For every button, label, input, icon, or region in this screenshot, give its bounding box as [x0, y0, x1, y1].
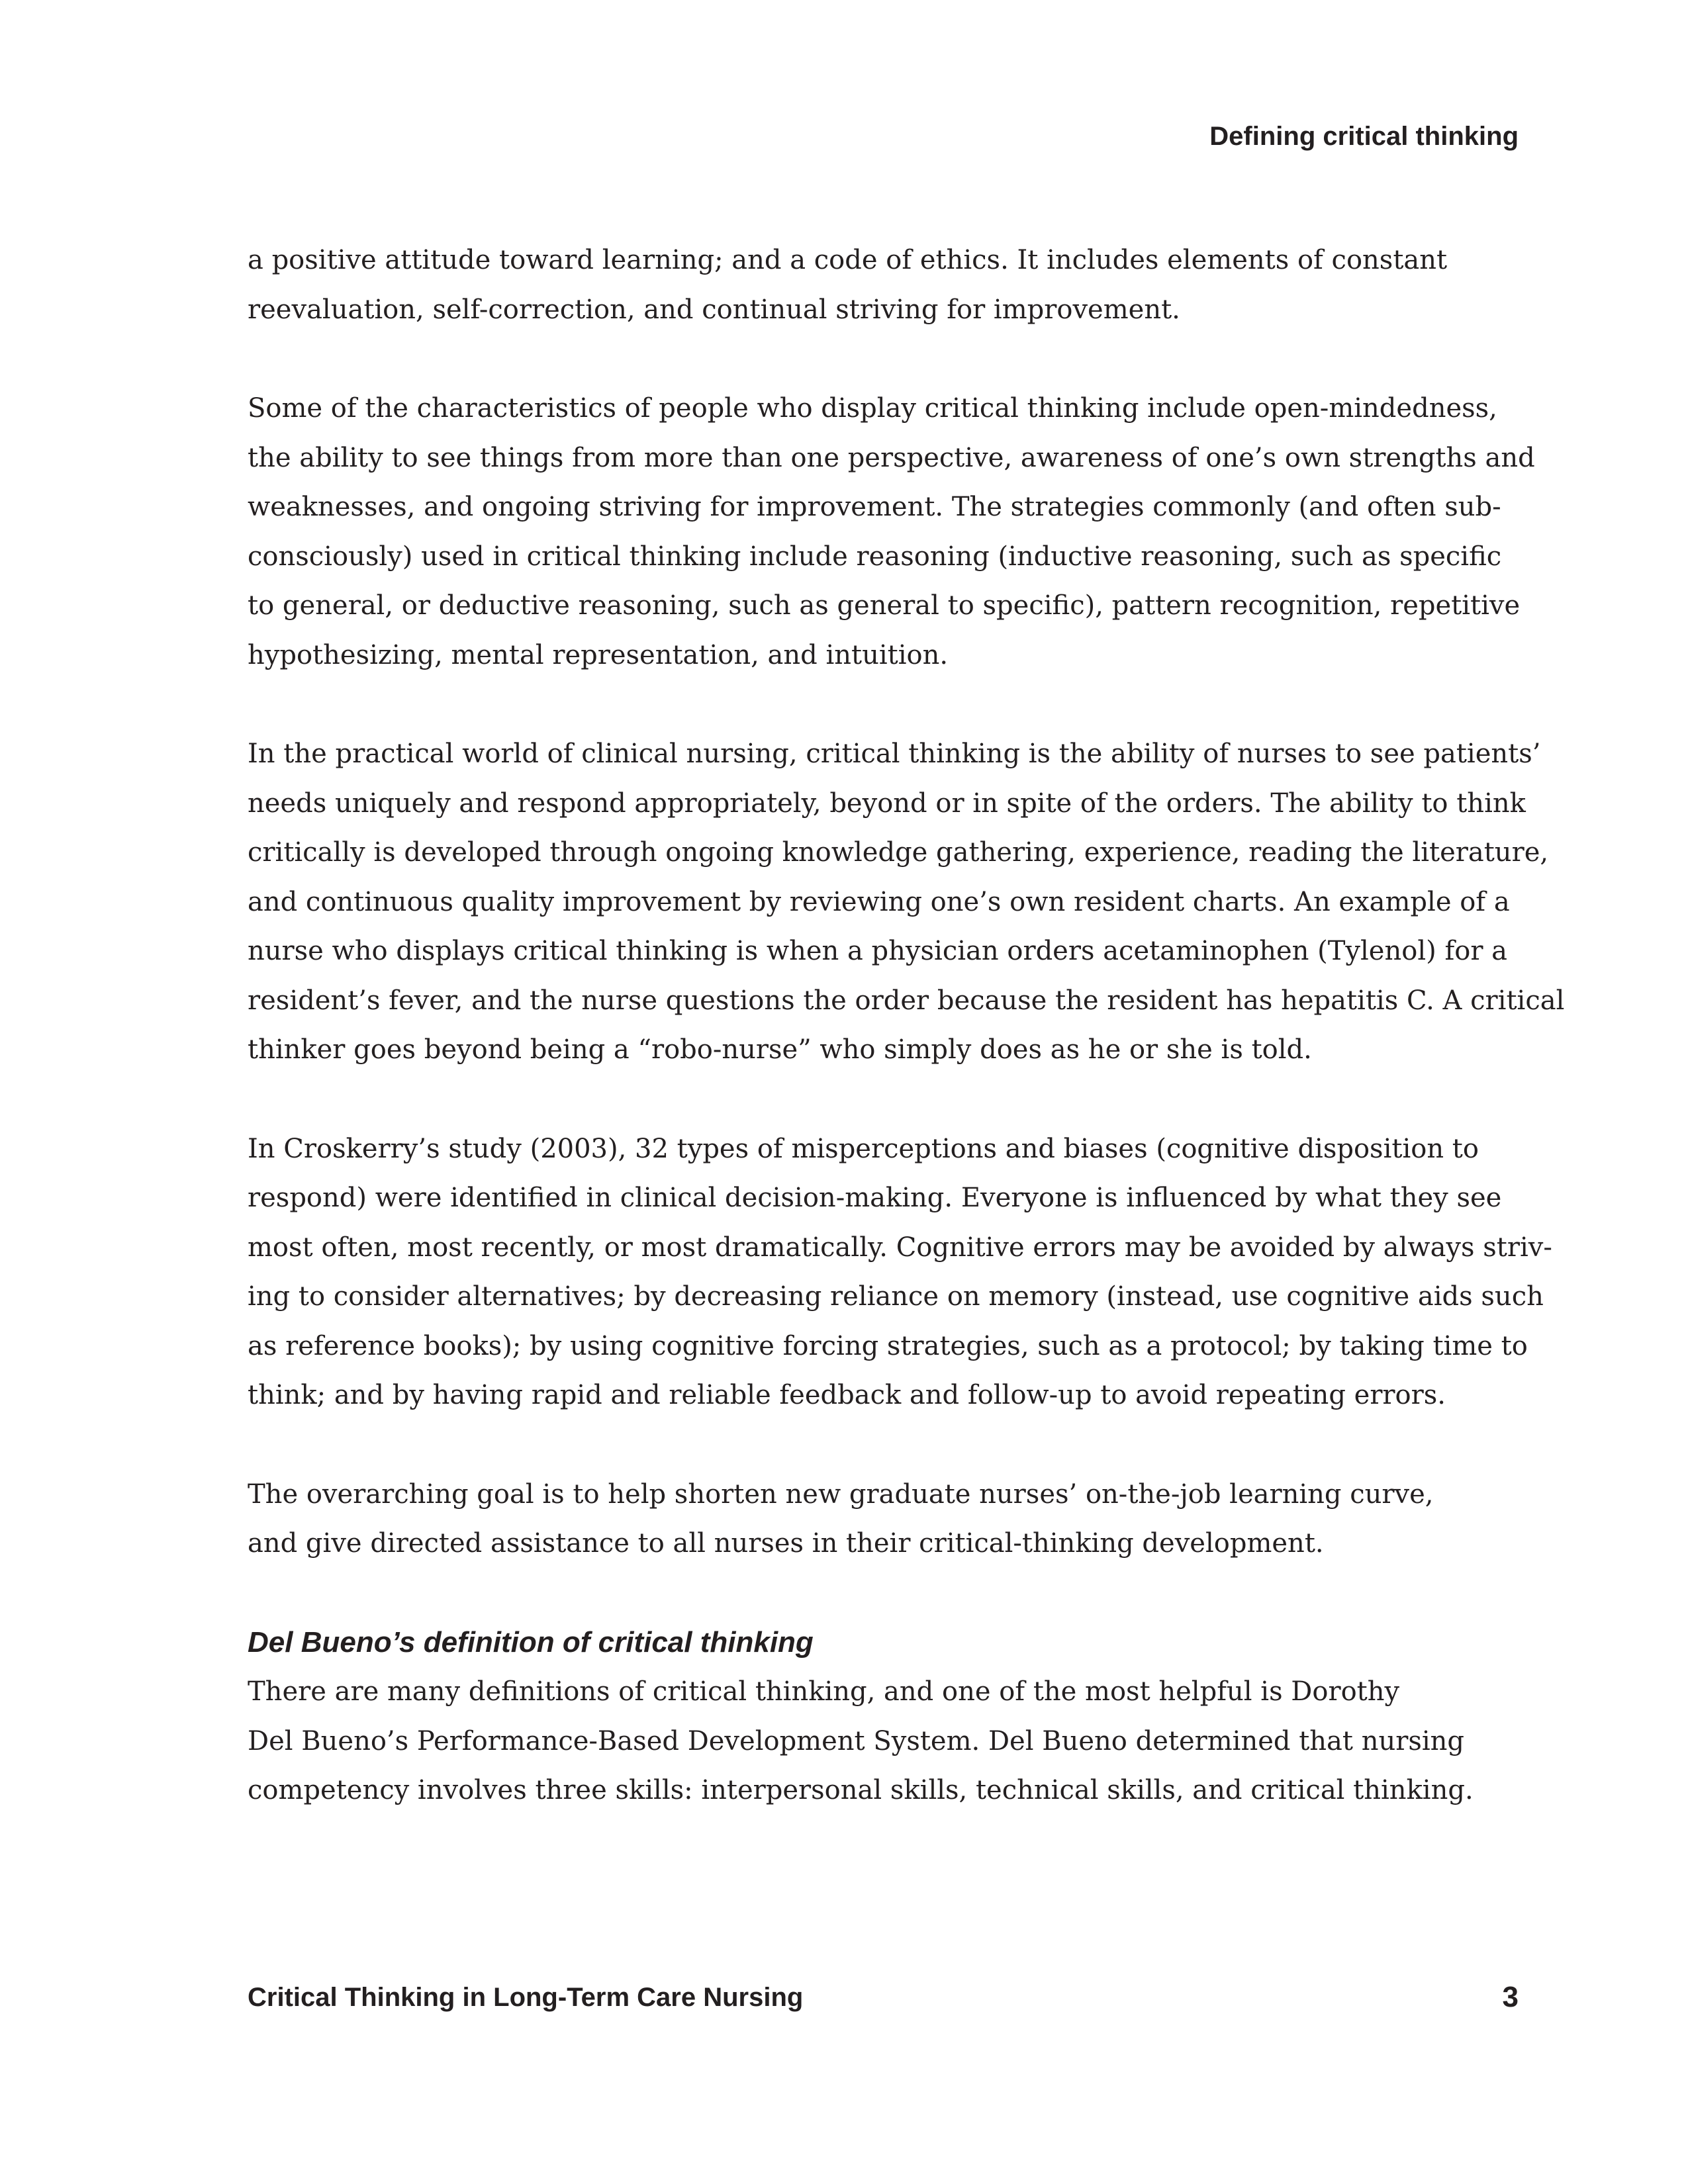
text-line: needs uniquely and respond appropriately, beyond or in spite of the orders. The ability to think	[248, 788, 1526, 819]
paragraph	[248, 236, 1519, 334]
paragraph	[248, 1667, 1519, 1815]
text-line: reevaluation, self-correction, and continual striving for improvement.	[248, 294, 1180, 325]
paragraph	[248, 729, 1565, 1075]
section-heading: Del Bueno’s definition of critical thinking	[248, 1625, 814, 1659]
text-line: consciously) used in critical thinking include reasoning (inductive reasoning, such as specific	[248, 541, 1502, 572]
text-line: competency involves three skills: interpersonal skills, technical skills, and critical thinking.	[248, 1775, 1474, 1805]
text-line: to general, or deductive reasoning, such as general to specific), pattern recognition, repetitive	[248, 590, 1521, 621]
text-line: the ability to see things from more than one perspective, awareness of one’s own strengths and	[248, 442, 1535, 473]
body-text	[248, 236, 1565, 1815]
text-line: a positive attitude toward learning; and a code of ethics. It includes elements of constant	[248, 245, 1448, 275]
paragraph	[248, 1124, 1552, 1420]
text-line: The overarching goal is to help shorten new graduate nurses’ on-the-job learning curve,	[248, 1479, 1434, 1510]
paragraph	[248, 1470, 1519, 1569]
text-line: In the practical world of clinical nursing, critical thinking is the ability of nurses to see patients’	[248, 739, 1541, 769]
text-line: critically is developed through ongoing knowledge gathering, experience, reading the literature,	[248, 837, 1549, 868]
text-line: ing to consider alternatives; by decreasing reliance on memory (instead, use cognitive aids such	[248, 1281, 1544, 1312]
text-line: and continuous quality improvement by reviewing one’s own resident charts. An example of a	[248, 886, 1510, 917]
text-line: In Croskerry’s study (2003), 32 types of misperceptions and biases (cognitive disposition to	[248, 1133, 1479, 1164]
text-line: nurse who displays critical thinking is when a physician orders acetaminophen (Tylenol) for a	[248, 936, 1508, 966]
footer-book-title: Critical Thinking in Long-Term Care Nursing	[248, 1983, 804, 2012]
text-line: think; and by having rapid and reliable feedback and follow-up to avoid repeating errors.	[248, 1380, 1446, 1410]
text-line: most often, most recently, or most dramatically. Cognitive errors may be avoided by always striv-	[248, 1232, 1552, 1263]
text-line: There are many definitions of critical thinking, and one of the most helpful is Dorothy	[248, 1676, 1400, 1707]
text-line: hypothesizing, mental representation, and intuition.	[248, 639, 949, 670]
text-line: Some of the characteristics of people who display critical thinking include open-mindedness,	[248, 393, 1497, 424]
text-line: thinker goes beyond being a “robo-nurse” who simply does as he or she is told.	[248, 1034, 1312, 1065]
text-line: Del Bueno’s Performance-Based Development System. Del Bueno determined that nursing	[248, 1725, 1465, 1756]
running-head: Defining critical thinking	[1209, 122, 1519, 151]
text-line: as reference books); by using cognitive forcing strategies, such as a protocol; by taking time to	[248, 1330, 1528, 1361]
page-number: 3	[1502, 1981, 1519, 2013]
text-line: respond) were identified in clinical decision-making. Everyone is influenced by what they see	[248, 1183, 1502, 1213]
text-line: and give directed assistance to all nurses in their critical-thinking development.	[248, 1528, 1324, 1559]
text-line: weaknesses, and ongoing striving for improvement. The strategies commonly (and often sub-	[248, 492, 1501, 522]
text-line: resident’s fever, and the nurse questions the order because the resident has hepatitis C. A critical	[248, 985, 1565, 1016]
paragraph	[248, 384, 1535, 680]
